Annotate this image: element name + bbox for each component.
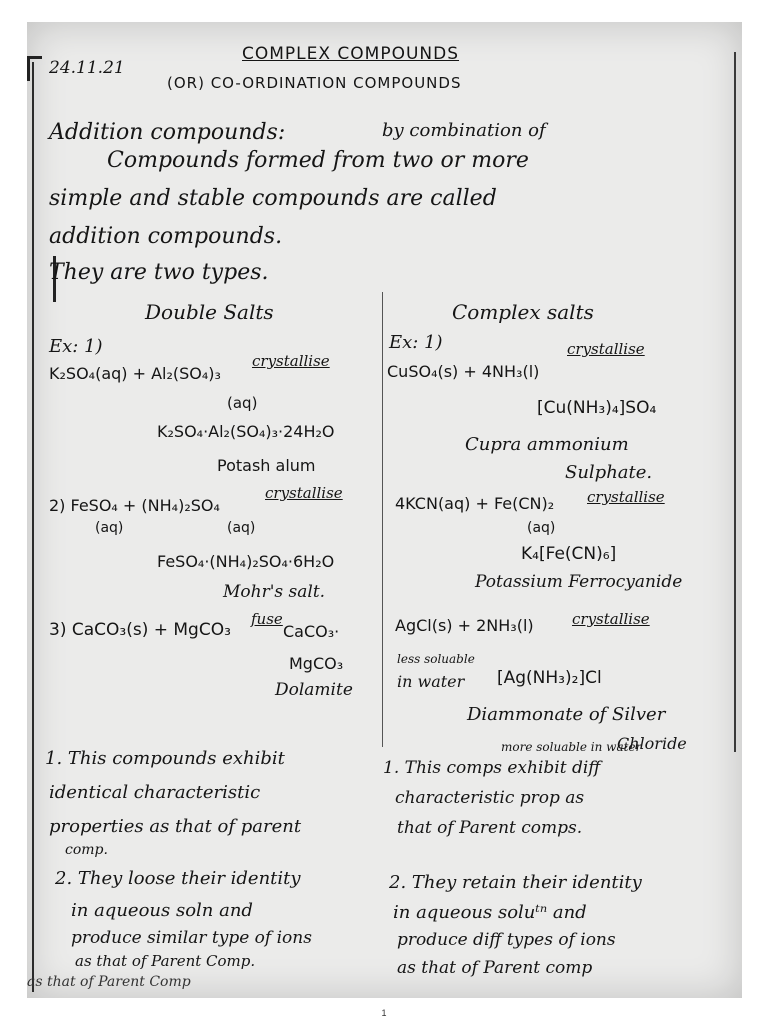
point-line: 2. They retain their identity <box>389 872 642 893</box>
point-line: in aqueous soluᵗⁿ and <box>393 902 587 923</box>
arrow-label: crystallise <box>252 352 330 370</box>
product-name: Mohr's salt. <box>223 582 326 602</box>
page-edge-right <box>734 52 736 752</box>
equation: CuSO₄(s) + 4NH₃(l) <box>387 362 540 381</box>
types-line: They are two types. <box>49 260 269 285</box>
point-line: identical characteristic <box>49 782 261 803</box>
product: MgCO₃ <box>289 654 344 673</box>
notebook-page <box>27 22 742 998</box>
definition-line: Compounds formed from two or more <box>107 148 529 173</box>
product: CaCO₃· <box>283 622 340 641</box>
state-label: (aq) <box>227 520 256 536</box>
point-line: as that of Parent comp <box>397 958 593 978</box>
product-name: Potassium Ferrocyanide <box>475 572 683 592</box>
definition-line: simple and stable compounds are called <box>49 186 497 211</box>
product-name: Chloride <box>617 734 687 753</box>
definition-line: addition compounds. <box>49 224 283 249</box>
equation: 3) CaCO₃(s) + MgCO₃ <box>49 620 231 640</box>
arrow-label: crystallise <box>265 484 343 502</box>
point-line: in aqueous soln and <box>71 900 253 921</box>
equation: K₂SO₄(aq) + Al₂(SO₄)₃ <box>49 364 221 383</box>
point-line: produce diff types of ions <box>397 930 616 950</box>
solubility-note: less soluable <box>397 652 475 666</box>
equation: AgCl(s) + 2NH₃(l) <box>395 616 534 635</box>
point-line: 1. This compounds exhibit <box>45 748 285 769</box>
point-line: characteristic prop as <box>395 788 585 808</box>
product-name: Potash alum <box>217 456 316 475</box>
page-number: 1 <box>381 1008 387 1018</box>
product-name: Dolamite <box>275 680 353 700</box>
column-divider <box>382 292 383 747</box>
equation: 4KCN(aq) + Fe(CN)₂ <box>395 494 555 513</box>
arrow-label: crystallise <box>587 488 665 506</box>
point-line: 2. They loose their identity <box>55 868 301 889</box>
product: [Cu(NH₃)₄]SO₄ <box>537 398 657 418</box>
product: K₂SO₄·Al₂(SO₄)₃·24H₂O <box>157 422 335 441</box>
product-name: Diammonate of Silver <box>467 704 666 725</box>
page-subtitle: (OR) CO-ORDINATION COMPOUNDS <box>167 74 462 92</box>
point-line: as that of Parent Comp. <box>75 952 256 970</box>
arrow-label: fuse <box>251 610 283 628</box>
section-heading: Addition compounds: <box>49 120 286 145</box>
page-edge-left <box>32 62 34 992</box>
page-title: COMPLEX COMPOUNDS <box>242 44 460 64</box>
point-line: 1. This comps exhibit diff <box>383 758 601 778</box>
state-label: (aq) <box>227 394 258 412</box>
solubility-note: in water <box>397 672 465 691</box>
equation: 2) FeSO₄ + (NH₄)₂SO₄ <box>49 496 220 515</box>
corner-mark <box>27 56 42 81</box>
product: [Ag(NH₃)₂]Cl <box>497 668 602 688</box>
product: K₄[Fe(CN)₆] <box>521 544 617 564</box>
bottom-fragment: as that of Parent Comp <box>27 974 191 990</box>
example-label: Ex: 1) <box>49 336 103 357</box>
example-label: Ex: 1) <box>389 332 443 353</box>
product-name: Cupra ammonium <box>465 434 629 455</box>
arrow-label: crystallise <box>572 610 650 628</box>
point-line: comp. <box>65 842 108 858</box>
product: FeSO₄·(NH₄)₂SO₄·6H₂O <box>157 552 335 571</box>
product-name: Sulphate. <box>565 462 653 483</box>
arrow-label: crystallise <box>567 340 645 358</box>
complex-salts-header: Complex salts <box>452 300 594 324</box>
state-label: (aq) <box>527 520 556 536</box>
solubility-note: more soluable in water <box>501 740 642 754</box>
double-salts-header: Double Salts <box>145 300 274 324</box>
point-line: properties as that of parent <box>49 816 302 837</box>
point-line: that of Parent comps. <box>397 818 583 838</box>
date: 24.11.21 <box>49 58 125 78</box>
state-label: (aq) <box>95 520 124 536</box>
insertion-text: by combination of <box>382 120 546 141</box>
point-line: produce similar type of ions <box>71 928 312 948</box>
